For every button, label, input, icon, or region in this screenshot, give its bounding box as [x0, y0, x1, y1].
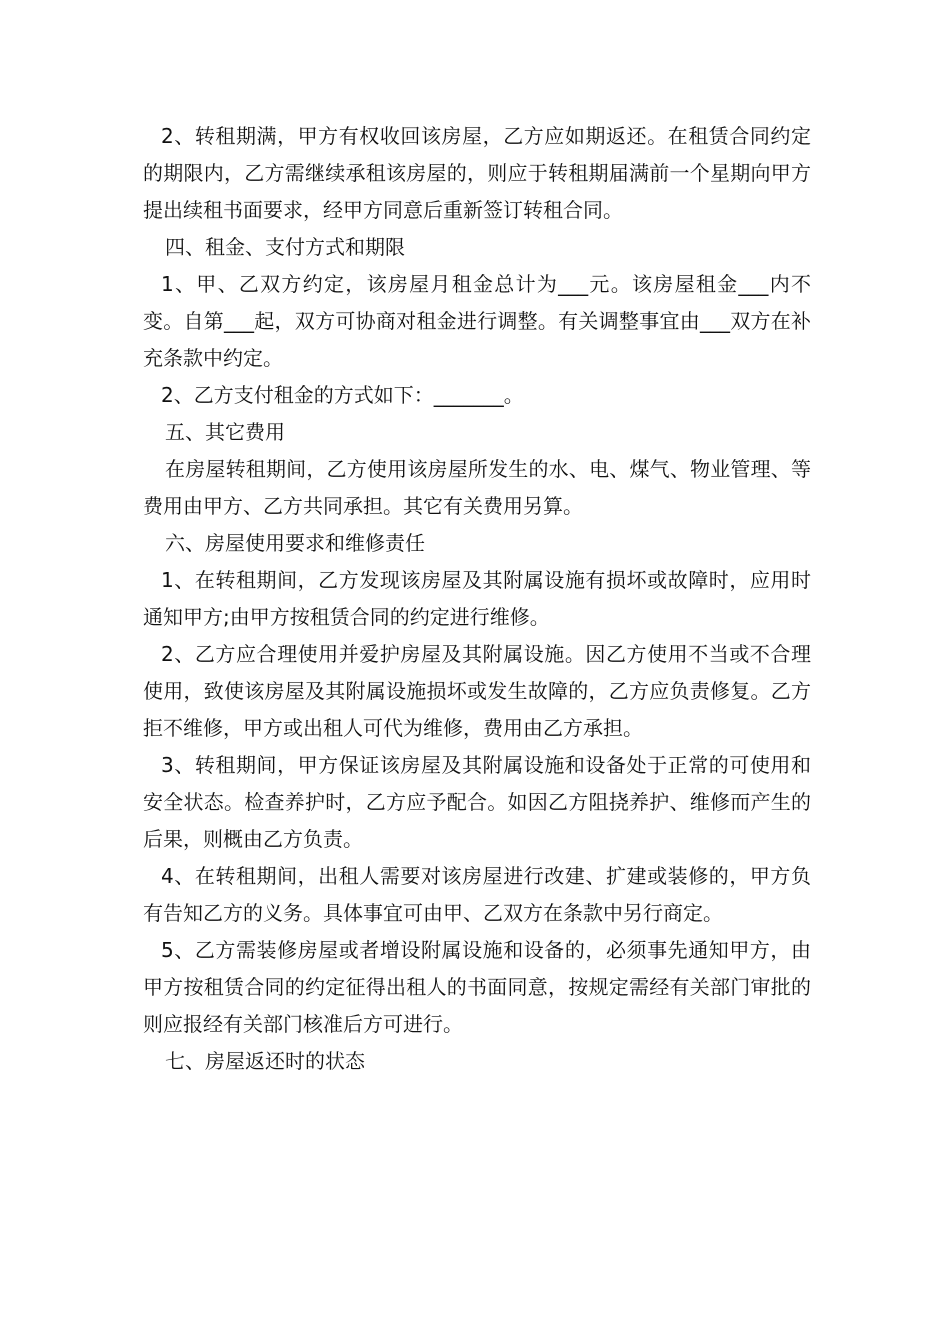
document-body — [143, 118, 811, 1080]
paragraph-sublet-expiry: 2、转租期满，甲方有权收回该房屋，乙方应如期返还。在租赁合同约定的期限内，乙方需继续承租该房屋的，则应于转租期届满前一个星期向甲方提出续租书面要求，经甲方同意后重新签订转租合同。 — [143, 124, 811, 222]
section-heading-usage-maintenance: 六、房屋使用要求和维修责任 — [165, 531, 425, 555]
paragraph-payment-method: 2、乙方支付租金的方式如下：_______。 — [161, 383, 524, 407]
paragraph-proper-use: 2、乙方应合理使用并爱护房屋及其附属设施。因乙方使用不当或不合理使用，致使该房屋及其附属设施损坏或发生故障的，乙方应负责修复。乙方拒不维修，甲方或出租人可代为维修，费用由乙方承担。 — [143, 642, 811, 740]
section-heading-return-condition: 七、房屋返还时的状态 — [165, 1049, 365, 1073]
paragraph-renovation-notice: 4、在转租期间，出租人需要对该房屋进行改建、扩建或装修的，甲方负有告知乙方的义务。具体事宜可由甲、乙双方在条款中另行商定。 — [143, 864, 811, 925]
paragraph-rent-amount: 1、甲、乙双方约定，该房屋月租金总计为___元。该房屋租金___内不变。自第___起，双方可协商对租金进行调整。有关调整事宜由___双方在补充条款中约定。 — [143, 272, 811, 370]
section-heading-rent-payment: 四、租金、支付方式和期限 — [165, 235, 405, 259]
section-heading-other-fees: 五、其它费用 — [165, 420, 285, 444]
paragraph-decoration-approval: 5、乙方需装修房屋或者增设附属设施和设备的，必须事先通知甲方，由甲方按租赁合同的约定征得出租人的书面同意，按规定需经有关部门审批的则应报经有关部门核准后方可进行。 — [143, 938, 811, 1036]
paragraph-utility-costs: 在房屋转租期间，乙方使用该房屋所发生的水、电、煤气、物业管理、等费用由甲方、乙方共同承担。其它有关费用另算。 — [143, 457, 811, 518]
paragraph-damage-notice: 1、在转租期间，乙方发现该房屋及其附属设施有损坏或故障时，应用时通知甲方;由甲方按租赁合同的约定进行维修。 — [143, 568, 811, 629]
paragraph-safe-condition: 3、转租期间，甲方保证该房屋及其附属设施和设备处于正常的可使用和安全状态。检查养护时，乙方应予配合。如因乙方阻挠养护、维修而产生的后果，则概由乙方负责。 — [143, 753, 811, 851]
